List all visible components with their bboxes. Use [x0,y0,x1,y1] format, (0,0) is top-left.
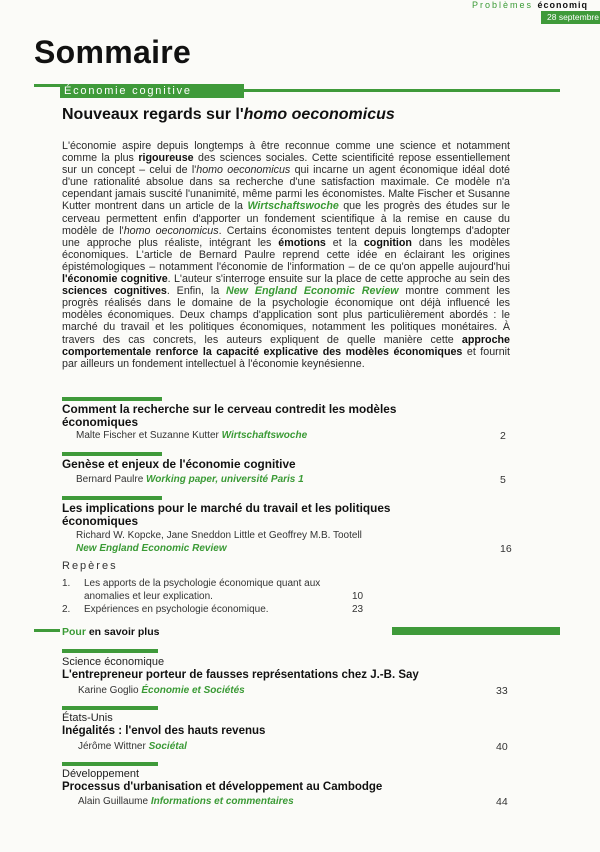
repere-page-number: 23 [352,604,364,615]
lead-text-run: des sciences sociales. Cette scientificité repose essentiellement sur un concept – celui de l' [62,152,510,177]
more-byline [78,685,245,696]
repere-text[interactable]: Expériences en psychologie économique. [84,604,269,615]
section-rule-left [34,84,60,87]
lead-text-run: qui incarne un agent économique idéal doté d'une rationalité absolue dans sa recherche d'une satisfaction maximale. Ce modèle n'a cependant jamais suscité l'unanimité, même parmi les économistes. Malte Fischer et Susanne Kutter montrent dans un article de la [62,164,510,213]
lead-text-run: . Enfin, la [166,285,227,298]
repere-number: 2. [62,604,71,615]
lead-text-run: et la [325,236,364,249]
more-page-number: 40 [496,741,508,753]
series-prefix: Problèmes [472,0,534,10]
lead-body [62,140,510,370]
entry-separator [62,397,162,401]
more-rule-left [34,629,60,632]
more-source: Informations et commentaires [150,796,294,807]
entry-authors: Richard W. Kopcke, Jane Sneddon Little et Geoffrey M.B. Tootell [76,530,362,541]
more-byline [78,796,294,807]
lead-title [62,106,395,124]
repere-page-number: 10 [352,591,364,602]
entry-title[interactable]: Genèse et enjeux de l'économie cognitive [62,457,296,471]
more-category: Développement [62,768,140,780]
lead-text-run: et fournit par ailleurs un fondement intellectuel à l'économie keynésienne. [62,345,510,370]
more-title[interactable]: L'entrepreneur porteur de fausses représentations chez J.-B. Say [62,669,419,681]
lead-text-run: rigoureuse [138,152,194,165]
more-category: États-Unis [62,712,113,724]
entry-page-number: 16 [500,543,512,555]
more-rule-right [392,627,560,635]
more-title[interactable]: Inégalités : l'envol des hauts revenus [62,725,266,737]
entry-source: New England Economic Review [76,543,227,554]
more-byline [78,741,187,752]
lead-text-run: sciences cognitives [62,285,167,298]
section-rule-right [240,89,560,92]
series-name: économiq [537,0,589,10]
more-source: Économie et Sociétés [141,685,245,696]
lead-text-run: émotions [278,236,326,249]
lead-source-ref: Wirtschaftswoche [247,200,339,213]
lead-text-run: . L'auteur s'interroge ensuite sur la place de cette approche au sein des [167,273,510,286]
entry-byline [76,474,304,485]
lead-text-run: approche comportementale renforce la capacité explicative des modèles économiques [62,333,510,358]
more-heading-accent: Pour [62,626,86,638]
page-title: Sommaire [34,34,192,70]
section-label: Économie cognitive [60,84,244,98]
more-source: Sociétal [148,741,187,752]
more-separator [62,762,158,766]
more-author: Karine Goglio [78,685,139,696]
issue-date: 28 septembre [541,11,600,24]
lead-title-italic: homo oeconomicus [243,106,395,123]
entry-page-number: 5 [500,474,506,486]
lead-text-run: homo oeconomicus [123,224,219,237]
more-heading [62,626,159,638]
entry-separator [62,496,162,500]
entry-authors: Bernard Paulre [76,474,144,485]
more-author: Jérôme Wittner [78,741,146,752]
entry-authors: Malte Fischer et Suzanne Kutter [76,430,219,441]
more-heading-rest: en savoir plus [85,626,160,638]
entry-title[interactable]: Comment la recherche sur le cerveau contredit les modèles économiques [62,402,397,429]
entry-source: Wirtschaftswoche [221,430,308,441]
repere-text[interactable]: Les apports de la psychologie économique quant aux anomalies et leur explication. [84,578,321,602]
entry-byline [76,430,307,441]
entry-title[interactable]: Les implications pour le marché du travail et les politiques économiques [62,501,391,528]
reperes-heading: Repères [62,560,118,572]
more-separator [62,649,158,653]
lead-source-ref: New England Economic Review [226,285,399,298]
lead-text-run: . Certains économistes tentent depuis longtemps d'adopter une approche plus réaliste, intégrant les [62,224,510,249]
more-author: Alain Guillaume [78,796,149,807]
more-page-number: 44 [496,796,508,808]
lead-text-run: que les progrès des études sur le cerveau permettent enfin d'apporter un fondement scientifique à la remise en cause du modèle de l' [62,200,510,237]
entry-page-number: 2 [500,430,506,442]
entry-separator [62,452,162,456]
more-category: Science économique [62,656,165,668]
series-header [472,0,588,10]
more-title[interactable]: Processus d'urbanisation et développement au Cambodge [62,781,383,793]
lead-text-run: montre comment les progrès réalisés dans le domaine de la psychologie économique ont déjà influencé les modèles économiques. Deux champs d'application sont plus particulièrement abordés : le marché du travail et les politiques économiques, notamment les politiques monétaires. À travers des cas concrets, les auteurs expliquent de quelle manière cette [62,285,510,346]
more-page-number: 33 [496,685,508,697]
lead-text-run: homo oeconomicus [196,164,291,177]
lead-text-run: dans les modèles économiques. L'article de Bernard Paulre reprend cette idée en éclairant les origines épistémologiques – notamment l'économie de l'information – de ce qu'on appelle aujourd'hui [62,236,510,273]
lead-text-run: cognition [363,236,412,249]
lead-text-run: L'économie aspire depuis longtemps à être reconnue comme une science et notamment comme la plus [62,140,510,165]
repere-number: 1. [62,578,71,589]
more-separator [62,706,158,710]
lead-title-prefix: Nouveaux regards sur l' [62,106,244,123]
entry-source: Working paper, université Paris 1 [146,474,304,485]
lead-text-run: l'économie cognitive [62,273,168,286]
